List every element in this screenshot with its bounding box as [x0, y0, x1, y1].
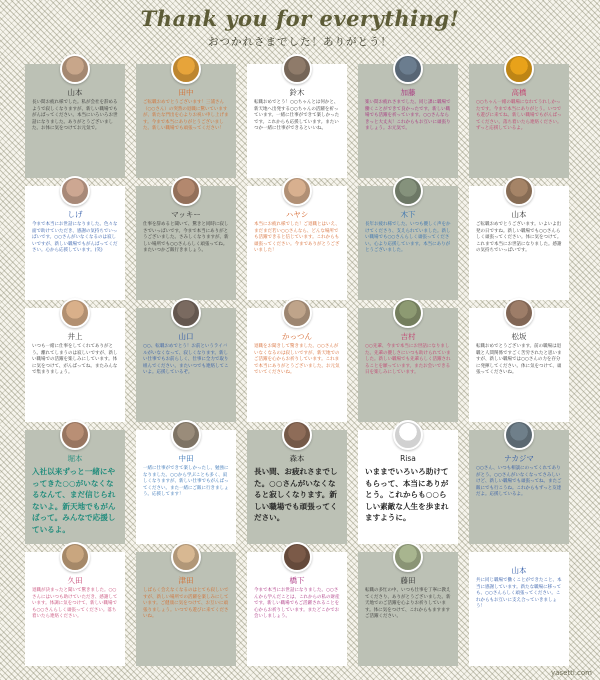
- avatar: [282, 176, 312, 206]
- message-card: [247, 64, 347, 178]
- avatar: [504, 298, 534, 328]
- message-card: [358, 552, 458, 666]
- card-name: ナカジマ: [504, 454, 534, 463]
- card-message: 転職おめでとう！○○ちゃんとは何かと、新天地へ出発する○○ちゃんの活躍を祈っています。一緒に仕事ができて楽しかったです。これからも応援しています。またいつか一緒に仕事ができるといいね。: [254, 100, 340, 131]
- card-message: 今まで本当にお世話になりました。色々な面で助けていただき、感謝の気持ちでいっぱいです。○○さんがいなくなるのは寂しいですが、新しい職場でもがんばってください。心から応援しています。(笑): [32, 222, 118, 253]
- avatar: [393, 176, 423, 206]
- avatar: [504, 176, 534, 206]
- message-card: [136, 64, 236, 178]
- card-name: 森本: [289, 454, 305, 463]
- card-message: 転職おめでとうございます。前の職場は退職と人間関係ですごく苦労されたと思いますが、新しい職場では○○さんの力を存分に発揮してください。体に気をつけて、頑張ってくださいね。: [476, 344, 562, 375]
- card-message: 今まで本当にお世話になりました。○○さんから学んだことは、これからの私の財産です。新しい職場でもご活躍されることを心からお祈りしています。またどこかでお会いしましょう。: [254, 588, 340, 619]
- avatar: [60, 420, 90, 450]
- avatar: [393, 298, 423, 328]
- avatar: [60, 54, 90, 84]
- card-message: 退職が決まったと聞いて驚きました。○○さんにはいつも助けていただき、感謝しています。体調に気をつけて、新しい職場でも○○さんらしく頑張ってください。落ち着いたら連絡ください。: [32, 588, 118, 619]
- card-message: ○○、転職おめでとう！お前というライバルがいなくなって、寂しくなります。新しい仕事でもお前らしく、仕事に全力で取り組んでください。またいつでも連絡してこいよ。応援しているぞ。: [143, 344, 229, 375]
- card-message: 入社以来ずっと一緒にやってきた○○がいなくなるなんて、まだ信じられないよ。新天地でもがんばって。みんなで応援しているよ。: [32, 467, 116, 534]
- message-card: [247, 186, 347, 300]
- card-message: ○○先輩、今まで本当にお世話になりました。先輩の優しさにいつも助けられていました。新しい職場でも先輩らしく活躍されることを願っています。またお会いできる日を楽しみにしています。: [365, 344, 451, 375]
- card-name: 吉村: [400, 332, 416, 341]
- card-message: ○○さん、いつも相談にのってくれてありがとう。○○さんがいなくなってさみしいけど、新しい職場でも頑張ってね。またご飯にでも行こうね。これからもずっと友達だよ。応援しているよ。: [476, 466, 562, 497]
- avatar: [171, 54, 201, 84]
- message-card: [136, 430, 236, 544]
- card-name: 橋下: [289, 576, 305, 585]
- card-name: 中田: [178, 454, 194, 463]
- card-name: 田中: [178, 88, 194, 97]
- card-name: 藤田: [400, 576, 416, 585]
- avatar: [282, 54, 312, 84]
- message-card: [136, 186, 236, 300]
- message-card: [25, 186, 125, 300]
- avatar: [60, 176, 90, 206]
- page-subtitle: おつかれさまでした！ありがとう！: [208, 36, 392, 48]
- card-message: 退職をお聞きして驚きました。○○さんがいなくなるのは寂しいですが、新天地でのご活躍を心からお祈りしています。これまで本当にありがとうございました。お元気でいてくださいね。: [254, 344, 340, 375]
- card-message: 転職の多忙の中、いつも仕事を丁寧に教えてくださり、ありがとうございました。新天地でのご活躍を心よりお祈りしています。体に気をつけて、これからもますますご活躍ください。: [365, 588, 451, 619]
- card-message: ご転職おめでとうございます！三浦さん（○○さん）の突然の退職に驚いていますが、新たな門出を心よりお祝い申し上げます。今まで本当にありがとうございました。新しい職場でも頑張ってください！: [143, 100, 229, 131]
- avatar: [171, 176, 201, 206]
- card-name: 堀本: [67, 454, 83, 463]
- message-card: [469, 186, 569, 300]
- message-card: [358, 308, 458, 422]
- message-card: [358, 64, 458, 178]
- card-name: 山本: [511, 566, 527, 575]
- card-message: いつも一緒に仕事をしてくれてありがとう。離れてしまうのは寂しいですが、新しい職場での活躍を楽しみにしています。体に気をつけて、がんばってね。またみんなで集まりましょう。: [32, 344, 118, 375]
- message-card: [25, 64, 125, 178]
- card-name: 久田: [67, 576, 83, 585]
- avatar: [393, 54, 423, 84]
- message-card: [25, 552, 125, 666]
- card-name: 木下: [400, 210, 416, 219]
- card-name: Risa: [400, 454, 416, 463]
- card-name: 山本: [511, 210, 527, 219]
- card-name: 鈴木: [289, 88, 305, 97]
- message-card: [469, 64, 569, 178]
- avatar: [504, 54, 534, 84]
- message-card: [247, 430, 347, 544]
- message-card: [136, 552, 236, 666]
- avatar: [60, 298, 90, 328]
- avatar: [393, 420, 423, 450]
- card-message: 楽い間お疲れさまでした。同じ課に職場で働くことができて良かったです。新しい職場でも活躍を祈っています。○○さんならきっと大丈夫！これからもお互いに頑張りましょう。お元気で。: [365, 100, 451, 131]
- card-name: 津田: [178, 576, 194, 585]
- card-name: マッキー: [171, 210, 201, 219]
- message-card: [247, 308, 347, 422]
- card-name: しげ: [67, 210, 83, 219]
- message-card: [25, 308, 125, 422]
- message-card-grid: [25, 64, 569, 666]
- card-name: 松坂: [511, 332, 527, 341]
- card-name: 山本: [67, 88, 83, 97]
- card-message: ご転職おめでとうございます。いよいよ出発の日ですね。新しい職場でも○○さんらしく頑張ってください。体に気をつけて。これまで本当にお世話になりました。感謝の気持ちでいっぱいです。: [476, 222, 562, 253]
- message-card: [358, 430, 458, 544]
- avatar: [171, 542, 201, 572]
- card-message: いままでいろいろ助けてもらって、本当にありがとう。これからも○○らしい素敵な人生を歩まれますように。: [365, 467, 449, 522]
- card-name: ハヤシ: [285, 210, 309, 219]
- card-message: しばらく会えなくなるのはとても寂しいですが、新しい場所での活躍を楽しみにしています。ご健康に気をつけて、お互いに頑張りましょう。いつでも遊びに来てくださいね。: [143, 588, 229, 619]
- header: [0, 6, 600, 49]
- card-name: かっつん: [282, 332, 312, 341]
- card-name: 加藤: [400, 88, 416, 97]
- message-card: [469, 308, 569, 422]
- card-name: 高橋: [511, 88, 527, 97]
- card-message: ○○ちゃん一緒の職場になれてうれしかったです。今まで本当にありがとう。いつでも遊びに来てね。新しい職場でもがんばってください。落ち着いたら連絡ください。ずっと応援しているよ。: [476, 100, 562, 131]
- card-message: 長年お疲れ様でした。いつも優しく声をかけてくださり、支えられていました。新しい職場でも○○さんらしく頑張ってください。心より応援しています。本当にありがとうございました。: [365, 222, 451, 253]
- message-card: [469, 430, 569, 544]
- avatar: [60, 542, 90, 572]
- message-card: [247, 552, 347, 666]
- card-message: 長い間お疲れ様でした。私が会社を辞めるようで寂しくなりますが、新しい職場でもがんばってください。本当にいろいろお世話になりました。ありがとうございました。お体に気をつけてお元気で。: [32, 100, 118, 131]
- site-credit: yasetti.com: [551, 669, 592, 677]
- page-title: Thank you for everything!: [140, 6, 460, 31]
- message-card: [358, 186, 458, 300]
- avatar: [282, 298, 312, 328]
- message-card: [469, 552, 569, 666]
- card-message: 仕事を辞めると聞いて、驚きと同時に寂しさでいっぱいです。今まで本当にありがとうございました。さみしくなりますが、新しい場所でも○○さんらしく頑張ってね。またいつかご飯行きましょう。: [143, 222, 229, 253]
- avatar: [504, 420, 534, 450]
- message-card: [136, 308, 236, 422]
- avatar: [171, 420, 201, 450]
- card-message: 一緒に仕事ができて楽しかったし、勉強になりました。○○から学ぶことも多く、寂しくなりますが、新しい仕事でもがんばってください。また一緒にご飯に行きましょう。応援してます！: [143, 466, 229, 497]
- card-message: 長い間、お疲れさまでした。○○さんがいなくなると寂しくなります。新しい職場でも頑張ってください。: [254, 467, 338, 522]
- card-message: 本当にお疲れ様でした！ご退職とはいえ、まだまだ若い○○さんなら、どんな場所でも活躍できると信じています。これからも頑張ってください。今までありがとうございました！: [254, 222, 340, 253]
- avatar: [393, 542, 423, 572]
- avatar: [282, 542, 312, 572]
- card-message: 共に同じ職場で働くことができたこと、本当に感謝しています。新たな職場に移っても、○○さんらしく頑張ってください。これからもお互いに支え合っていきましょう！: [476, 578, 562, 609]
- card-name: 山口: [178, 332, 194, 341]
- avatar: [282, 420, 312, 450]
- avatar: [171, 298, 201, 328]
- message-card: [25, 430, 125, 544]
- card-name: 井上: [67, 332, 83, 341]
